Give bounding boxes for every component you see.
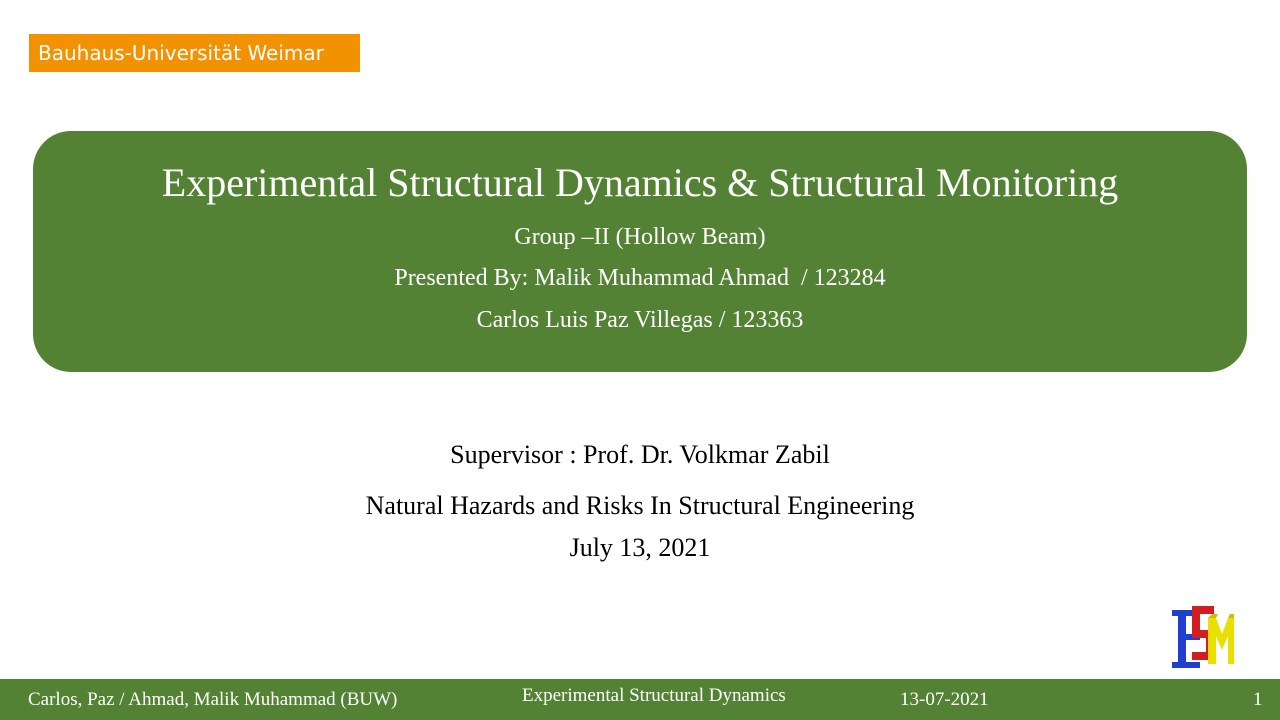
presentation-date: July 13, 2021 (569, 533, 711, 562)
presenter-line-2: Carlos Luis Paz Villegas / 123363 (476, 307, 804, 333)
footer-date: 13-07-2021 (900, 689, 989, 710)
supervisor-text: Supervisor : Prof. Dr. Volkmar Zabil (450, 440, 830, 469)
presenter-line-1: Presented By: Malik Muhammad Ahmad / 123284 (394, 265, 886, 291)
footer-authors: Carlos, Paz / Ahmad, Malik Muhammad (BUW) (28, 689, 398, 710)
slide-title: Experimental Structural Dynamics & Structural Monitoring (161, 160, 1119, 205)
footer-page-number: 1 (1253, 689, 1263, 710)
university-logo: Bauhaus-Universität Weimar (29, 34, 360, 72)
slide-footer (0, 679, 1280, 720)
group-subtitle: Group –II (Hollow Beam) (514, 224, 766, 250)
bsm-logo-icon (1170, 604, 1234, 672)
course-name: Natural Hazards and Risks In Structural Engineering (365, 491, 915, 520)
footer-course: Experimental Structural Dynamics (522, 685, 786, 706)
